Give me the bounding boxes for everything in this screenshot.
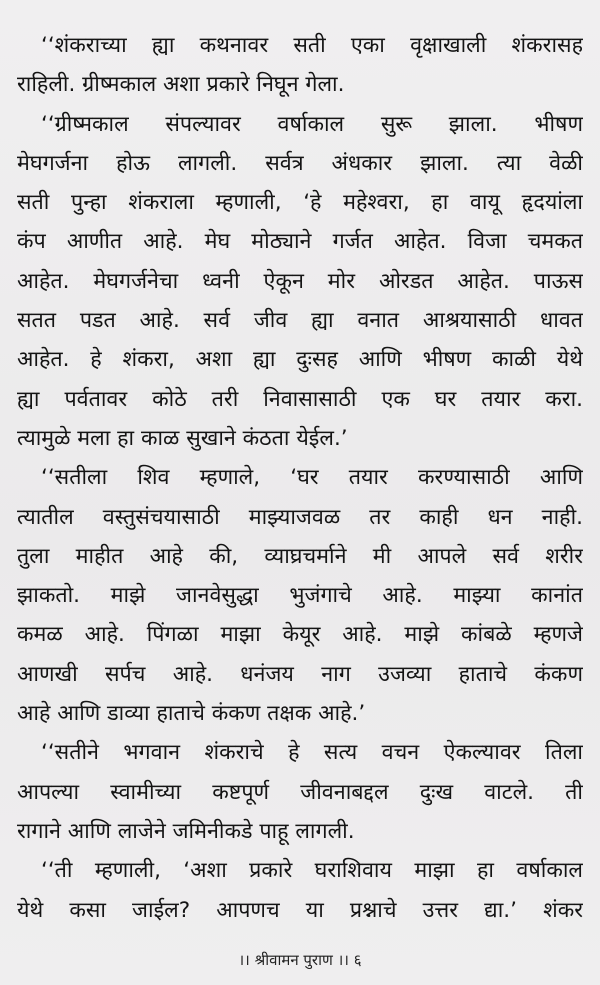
text-line: झाकतो. माझे जानवेसुद्धा भुजंगाचे आहे. माझ्या कानांत xyxy=(17,583,583,609)
page-footer: ।। श्रीवामन पुराण ।। ६ xyxy=(238,951,362,969)
text-line: आहेत. हे शंकरा, अशा ह्या दुःसह आणि भीषण काळी येथे xyxy=(17,347,583,373)
text-line: आहेत. मेघगर्जनेचा ध्वनी ऐकून मोर ओरडत आहेत. पाऊस xyxy=(17,268,583,294)
text-line: कंप आणीत आहे. मेघ मोठ्याने गर्जत आहेत. विजा चमकत xyxy=(17,229,583,255)
text-line: ‘‘सतीने भगवान शंकराचे हे सत्य वचन ऐकल्यावर तिला xyxy=(41,740,583,766)
text-line: त्यातील वस्तुसंचयासाठी माझ्याजवळ तर काही धन नाही. xyxy=(17,504,583,530)
text-line: आहे आणि डाव्या हाताचे कंकण तक्षक आहे.’ xyxy=(17,701,366,727)
page-body-text xyxy=(17,26,583,930)
text-line: सतत पडत आहे. सर्व जीव ह्या वनात आश्रयासाठी धावत xyxy=(17,308,583,334)
text-line: ‘‘शंकराच्या ह्या कथनावर सती एका वृक्षाखाली शंकरासह xyxy=(41,33,583,58)
text-line: सती पुन्हा शंकराला म्हणाली, ‘हे महेश्वरा, हा वायू हृदयांला xyxy=(17,190,583,216)
text-line: आणखी सर्पच आहे. धनंजय नाग उजव्या हाताचे कंकण xyxy=(17,661,583,687)
text-line: येथे कसा जाईल? आपणच या प्रश्नाचे उत्तर द्या.’ शंकर xyxy=(17,897,583,923)
text-line: कमळ आहे. पिंगळा माझा केयूर आहे. माझे कांबळे म्हणजे xyxy=(17,622,583,648)
text-line: ह्या पर्वतावर कोठे तरी निवासासाठी एक घर तयार करा. xyxy=(17,386,583,412)
text-line: रागाने आणि लाजेने जमिनीकडे पाहू लागली. xyxy=(17,818,355,844)
text-line: त्यामुळे मला हा काळ सुखाने कंठता येईल.’ xyxy=(17,425,348,451)
text-line: मेघगर्जना होऊ लागली. सर्वत्र अंधकार झाला. त्या वेळी xyxy=(17,150,583,176)
text-line: ‘‘ती म्हणाली, ‘अशा प्रकारे घराशिवाय माझा हा वर्षाकाल xyxy=(41,858,583,884)
text-line: ‘‘सतीला शिव म्हणाले, ‘घर तयार करण्यासाठी आणि xyxy=(41,465,583,491)
text-line: राहिली. ग्रीष्मकाल अशा प्रकारे निघून गेला. xyxy=(17,72,345,98)
text-line: तुला माहीत आहे की, व्याघ्रचर्माने मी आपले सर्व शरीर xyxy=(17,543,583,569)
text-line: ‘‘ग्रीष्मकाल संपल्यावर वर्षाकाल सुरू झाला. भीषण xyxy=(41,111,583,137)
text-line: आपल्या स्वामीच्या कष्टपूर्ण जीवनाबद्दल दुःख वाटले. ती xyxy=(17,779,583,805)
